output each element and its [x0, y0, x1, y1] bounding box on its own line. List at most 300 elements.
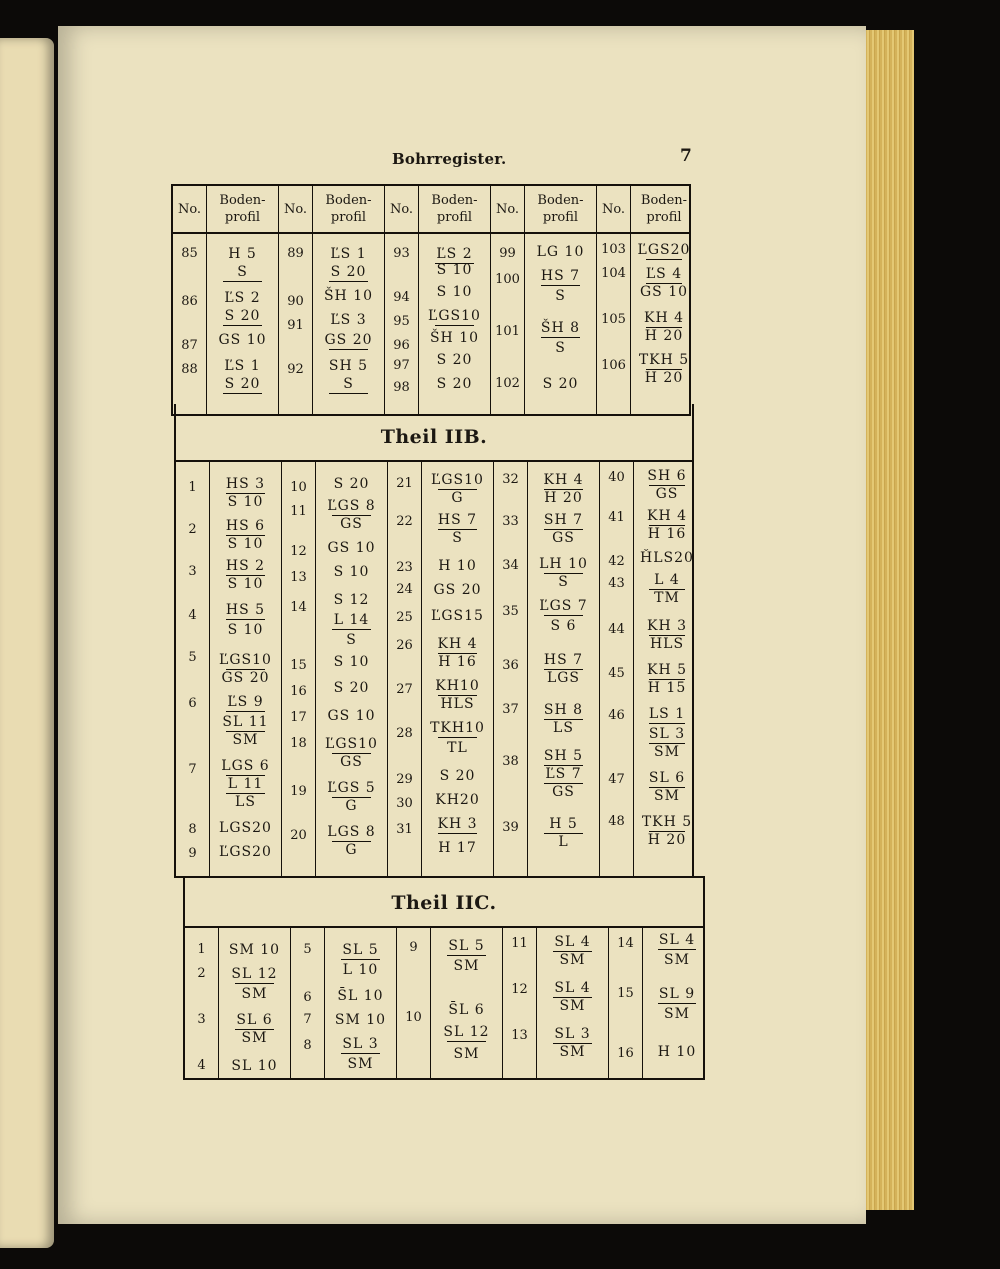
column-profil	[316, 462, 388, 876]
soil-profile-entry: KH 4	[437, 636, 478, 652]
boring-number: 14	[617, 936, 634, 951]
layer-divider	[649, 723, 686, 724]
soil-profile-entry: S 10	[333, 654, 370, 670]
boring-number: 2	[188, 522, 197, 537]
layer-divider	[541, 285, 581, 286]
header-profil: Boden- profil	[640, 193, 688, 225]
soil-profile-entry: SL 9	[658, 986, 696, 1002]
column-profil	[219, 928, 291, 1078]
boring-number: 12	[290, 544, 307, 559]
soil-profile-entry: SM 10	[228, 942, 281, 958]
table-header-row	[173, 186, 689, 234]
register-table-part-a	[171, 184, 691, 416]
soil-profile-entry: SM	[654, 788, 680, 804]
boring-number: 12	[511, 982, 528, 997]
column-profil	[325, 928, 397, 1078]
boring-number: 100	[495, 272, 520, 287]
boring-number: 27	[396, 682, 413, 697]
soil-profile-entry: TKH 5	[641, 814, 693, 830]
soil-profile-entry: KH20	[435, 792, 480, 808]
soil-profile-entry: HLS	[440, 696, 475, 712]
soil-profile-entry: GS 20	[221, 670, 270, 686]
soil-profile-entry: TM	[654, 590, 680, 606]
layer-divider	[329, 393, 369, 394]
soil-profile-entry: SH 7	[543, 512, 584, 528]
soil-profile-entry: S 10	[227, 622, 264, 638]
boring-number: 33	[502, 514, 519, 529]
soil-profile-entry: S	[237, 264, 248, 280]
boring-number: 3	[188, 564, 197, 579]
layer-divider	[223, 281, 263, 282]
layer-divider	[438, 833, 478, 834]
soil-profile-entry: S 10	[227, 536, 264, 552]
soil-profile-entry: SH 5	[328, 358, 369, 374]
soil-profile-entry: ĽGS20	[219, 844, 272, 860]
soil-profile-entry: ĽGS 8	[327, 498, 376, 514]
soil-profile-entry: L 14	[333, 612, 370, 628]
boring-number: 16	[617, 1046, 634, 1061]
boring-number: 20	[290, 828, 307, 843]
column-no	[291, 928, 325, 1078]
soil-profile-entry: HS 2	[225, 558, 266, 574]
layer-divider	[658, 1003, 696, 1004]
boring-number: 37	[502, 702, 519, 717]
soil-profile-entry: SM	[664, 952, 690, 968]
soil-profile-entry: SM	[559, 952, 586, 968]
boring-number: 9	[409, 940, 418, 955]
soil-profile-entry: S 20	[436, 376, 473, 392]
section-title-iib: Theil IIB.	[380, 426, 488, 448]
soil-profile-entry: TKH10	[430, 720, 485, 736]
soil-profile-entry: S̄L 6	[448, 1002, 485, 1018]
column-profil	[643, 928, 711, 1078]
soil-profile-entry: H 10	[657, 1044, 697, 1060]
soil-profile-entry: ĽGS15	[431, 608, 484, 624]
soil-profile-entry: L 10	[342, 962, 379, 978]
boring-number: 7	[188, 762, 197, 777]
soil-profile-entry: L 11	[227, 776, 264, 792]
soil-profile-entry: LGS	[546, 670, 581, 686]
boring-number: 31	[396, 822, 413, 837]
boring-number: 21	[396, 476, 413, 491]
soil-profile-entry: ĽGS 7	[539, 598, 588, 614]
boring-number: 99	[499, 246, 516, 261]
layer-divider	[226, 619, 266, 620]
boring-number: 29	[396, 772, 413, 787]
soil-profile-entry: LGS20	[219, 820, 272, 836]
boring-number: 5	[303, 942, 312, 957]
column-no	[397, 928, 431, 1078]
soil-profile-entry: LH 10	[539, 556, 588, 572]
soil-profile-entry: ĽS 9	[227, 694, 264, 710]
soil-profile-entry: GS 10	[639, 284, 689, 300]
boring-number: 88	[181, 362, 198, 377]
boring-number: 104	[601, 266, 626, 281]
register-table-part-c	[183, 876, 705, 1080]
soil-profile-entry: GS	[655, 486, 679, 502]
soil-profile-entry: ĽS 4	[645, 266, 683, 282]
table-body	[176, 462, 692, 876]
soil-profile-entry: S̄L 10	[337, 988, 384, 1004]
boring-number: 19	[290, 784, 307, 799]
book-page-edges	[858, 30, 914, 1210]
soil-profile-entry: S 10	[436, 284, 473, 300]
left-page-edge	[0, 38, 54, 1248]
header-no: No.	[279, 186, 313, 232]
boring-number: 105	[601, 312, 626, 327]
boring-number: 36	[502, 658, 519, 673]
boring-number: 7	[303, 1012, 312, 1027]
boring-number: 46	[608, 708, 625, 723]
boring-number: 2	[197, 966, 206, 981]
soil-profile-entry: ŠH 8	[540, 320, 581, 336]
boring-number: 34	[502, 558, 519, 573]
soil-profile-entry: ĽS 7	[545, 766, 582, 782]
boring-number: 23	[396, 560, 413, 575]
boring-number: 90	[287, 294, 304, 309]
register-table-part-b	[174, 404, 694, 878]
layer-divider	[341, 1053, 381, 1054]
soil-profile-entry: ȞLS20	[640, 550, 694, 566]
layer-divider	[226, 711, 266, 712]
soil-profile-entry: LGS 8	[327, 824, 376, 840]
soil-profile-entry: GS	[552, 530, 575, 546]
layer-divider	[447, 955, 487, 956]
boring-number: 1	[188, 480, 197, 495]
soil-profile-entry: S	[346, 632, 357, 648]
soil-profile-entry: HS 3	[225, 476, 266, 492]
soil-profile-entry: H 16	[438, 654, 477, 670]
soil-profile-entry: S 10	[227, 576, 264, 592]
boring-number: 43	[608, 576, 625, 591]
boring-number: 39	[502, 820, 519, 835]
soil-profile-entry: SL 12	[231, 966, 278, 982]
soil-profile-entry: SM	[559, 1044, 586, 1060]
soil-profile-entry: TL	[447, 740, 468, 756]
column-no	[176, 462, 210, 876]
column-profil	[525, 234, 597, 414]
column-no	[494, 462, 528, 876]
soil-profile-entry: S 10	[227, 494, 264, 510]
column-profil	[419, 234, 491, 414]
soil-profile-entry: H 10	[438, 558, 477, 574]
soil-profile-entry: SL 3	[648, 726, 686, 742]
soil-profile-entry: H 5	[228, 246, 257, 262]
boring-number: 13	[511, 1028, 528, 1043]
soil-profile-entry: H 5	[549, 816, 578, 832]
boring-number: 8	[303, 1038, 312, 1053]
boring-number: 13	[290, 570, 307, 585]
soil-profile-entry: S	[343, 376, 354, 392]
soil-profile-entry: SM	[654, 744, 680, 760]
column-profil	[537, 928, 609, 1078]
boring-number: 17	[290, 710, 307, 725]
column-no	[282, 462, 316, 876]
soil-profile-entry: ĽS 1	[224, 358, 261, 374]
soil-profile-entry: GS 20	[433, 582, 482, 598]
soil-profile-entry: HS 7	[437, 512, 478, 528]
soil-profile-entry: LG 10	[536, 244, 585, 260]
soil-profile-entry: G	[451, 490, 464, 506]
header-no: No.	[173, 186, 207, 232]
column-no	[503, 928, 537, 1078]
layer-divider	[658, 949, 696, 950]
soil-profile-entry: ĽGS10	[325, 736, 378, 752]
boring-number: 85	[181, 246, 198, 261]
soil-profile-entry: LGS 6	[221, 758, 270, 774]
soil-profile-entry: ĽGS10	[428, 308, 481, 324]
soil-profile-entry: LS 1	[648, 706, 686, 722]
soil-profile-entry: ŠH 10	[323, 288, 374, 304]
soil-profile-entry: SL 4	[658, 932, 696, 948]
boring-number: 94	[393, 290, 410, 305]
boring-number: 16	[290, 684, 307, 699]
soil-profile-entry: HS 6	[225, 518, 266, 534]
soil-profile-entry: KH 3	[437, 816, 478, 832]
column-profil	[631, 234, 697, 414]
boring-number: 1	[197, 942, 206, 957]
boring-number: 106	[601, 358, 626, 373]
soil-profile-entry: SL 6	[648, 770, 686, 786]
soil-profile-entry: ĽGS10	[219, 652, 272, 668]
boring-number: 41	[608, 510, 625, 525]
boring-number: 32	[502, 472, 519, 487]
soil-profile-entry: H 20	[644, 370, 684, 386]
soil-profile-entry: GS	[340, 754, 363, 770]
soil-profile-entry: SM	[664, 1006, 690, 1022]
table-body	[173, 234, 689, 414]
section-title-iic: Theil IIC.	[391, 892, 497, 914]
boring-number: 14	[290, 600, 307, 615]
soil-profile-entry: ŠH 10	[429, 330, 480, 346]
column-no	[185, 928, 219, 1078]
boring-number: 98	[393, 380, 410, 395]
boring-number: 24	[396, 582, 413, 597]
soil-profile-entry: SH 5	[543, 748, 584, 764]
soil-profile-entry: GS 20	[324, 332, 373, 348]
soil-profile-entry: SL 3	[554, 1026, 591, 1042]
layer-divider	[435, 325, 475, 326]
soil-profile-entry: SL 3	[342, 1036, 379, 1052]
boring-number: 6	[303, 990, 312, 1005]
soil-profile-entry: SL 10	[231, 1058, 278, 1074]
soil-profile-entry: ĽGS20	[637, 242, 691, 258]
column-no	[388, 462, 422, 876]
soil-profile-entry: GS	[552, 784, 575, 800]
boring-number: 30	[396, 796, 413, 811]
column-no	[597, 234, 631, 414]
boring-number: 28	[396, 726, 413, 741]
boring-number: 45	[608, 666, 625, 681]
boring-number: 87	[181, 338, 198, 353]
soil-profile-entry: GS 10	[218, 332, 267, 348]
boring-number: 10	[405, 1010, 422, 1025]
layer-divider	[646, 259, 683, 260]
column-no	[173, 234, 207, 414]
soil-profile-entry: ĽGS 5	[327, 780, 376, 796]
soil-profile-entry: H 20	[647, 832, 687, 848]
soil-profile-entry: HLS	[649, 636, 685, 652]
soil-profile-entry: SH 6	[647, 468, 687, 484]
soil-profile-entry: LS	[553, 720, 574, 736]
soil-profile-entry: H 20	[544, 490, 583, 506]
header-profil: Boden- profil	[207, 186, 279, 232]
soil-profile-entry: ĽS 1	[330, 246, 367, 262]
boring-number: 103	[601, 242, 626, 257]
boring-number: 97	[393, 358, 410, 373]
column-no	[279, 234, 313, 414]
soil-profile-entry: SL 6	[236, 1012, 273, 1028]
boring-number: 3	[197, 1012, 206, 1027]
page-number: 7	[680, 146, 692, 166]
soil-profile-entry: SM	[232, 732, 259, 748]
boring-number: 10	[290, 480, 307, 495]
header-no: No.	[597, 186, 631, 232]
boring-number: 40	[608, 470, 625, 485]
soil-profile-entry: SL 5	[342, 942, 379, 958]
soil-profile-entry: S 12	[333, 592, 370, 608]
boring-number: 8	[188, 822, 197, 837]
soil-profile-entry: SL 11	[222, 714, 269, 730]
soil-profile-entry: KH 4	[543, 472, 584, 488]
boring-number: 89	[287, 246, 304, 261]
layer-divider	[332, 629, 372, 630]
boring-number: 47	[608, 772, 625, 787]
soil-profile-entry: HS 7	[543, 652, 584, 668]
soil-profile-entry: SM	[453, 1046, 480, 1062]
soil-profile-entry: S 20	[436, 352, 473, 368]
layer-divider	[329, 349, 369, 350]
soil-profile-entry: GS 10	[327, 708, 376, 724]
soil-profile-entry: S	[555, 288, 566, 304]
soil-profile-entry: KH 4	[643, 310, 685, 326]
layer-divider	[544, 615, 584, 616]
column-profil	[422, 462, 494, 876]
soil-profile-entry: SM	[453, 958, 480, 974]
column-profil	[634, 462, 700, 876]
header-no: No.	[385, 186, 419, 232]
soil-profile-entry: ĽS 2	[224, 290, 261, 306]
soil-profile-entry: H 16	[647, 526, 687, 542]
boring-number: 26	[396, 638, 413, 653]
soil-profile-entry: G	[345, 842, 358, 858]
header-profil: Boden- profil	[525, 186, 597, 232]
column-no	[609, 928, 643, 1078]
boring-number: 18	[290, 736, 307, 751]
boring-number: 9	[188, 846, 197, 861]
layer-divider	[541, 337, 581, 338]
boring-number: 93	[393, 246, 410, 261]
column-profil	[528, 462, 600, 876]
soil-profile-entry: ĽS 2	[436, 246, 473, 262]
soil-profile-entry: H 20	[644, 328, 684, 344]
soil-profile-entry: SM	[559, 998, 586, 1014]
header-profil: Boden- profil	[419, 186, 491, 232]
header-no: No.	[491, 186, 525, 232]
boring-number: 38	[502, 754, 519, 769]
soil-profile-entry: G	[345, 798, 358, 814]
soil-profile-entry: SH 8	[543, 702, 584, 718]
soil-profile-entry: SL 4	[554, 934, 591, 950]
soil-profile-entry: SL 5	[448, 938, 485, 954]
soil-profile-entry: LS	[235, 794, 256, 810]
layer-divider	[235, 983, 275, 984]
boring-number: 22	[396, 514, 413, 529]
boring-number: 4	[188, 608, 197, 623]
boring-number: 92	[287, 362, 304, 377]
soil-profile-entry: S	[555, 340, 566, 356]
soil-profile-entry: S 20	[224, 376, 261, 392]
soil-profile-entry: S 20	[333, 476, 370, 492]
soil-profile-entry: H 15	[647, 680, 687, 696]
boring-number: 42	[608, 554, 625, 569]
soil-profile-entry: S	[558, 574, 569, 590]
boring-number: 5	[188, 650, 197, 665]
soil-profile-entry: HS 5	[225, 602, 266, 618]
soil-profile-entry: S 10	[333, 564, 370, 580]
boring-number: 101	[495, 324, 520, 339]
boring-number: 15	[617, 986, 634, 1001]
soil-profile-entry: SM	[241, 1030, 268, 1046]
boring-number: 91	[287, 318, 304, 333]
soil-profile-entry: GS 10	[327, 540, 376, 556]
soil-profile-entry: S 6	[550, 618, 577, 634]
boring-number: 25	[396, 610, 413, 625]
boring-number: 95	[393, 314, 410, 329]
soil-profile-entry: S 20	[333, 680, 370, 696]
soil-profile-entry: L	[558, 834, 569, 850]
soil-profile-entry: SM	[347, 1056, 374, 1072]
soil-profile-entry: KH 4	[646, 508, 688, 524]
column-profil	[313, 234, 385, 414]
column-profil	[210, 462, 282, 876]
header-profil: Boden- profil	[313, 186, 385, 232]
soil-profile-entry: KH10	[435, 678, 480, 694]
table-body	[185, 928, 703, 1078]
boring-number: 11	[511, 936, 528, 951]
soil-profile-entry: L 4	[654, 572, 680, 588]
soil-profile-entry: ĽS 3	[330, 312, 367, 328]
soil-profile-entry: KH 3	[646, 618, 688, 634]
soil-profile-entry: HS 7	[540, 268, 581, 284]
boring-number: 48	[608, 814, 625, 829]
boring-number: 11	[290, 504, 307, 519]
boring-number: 86	[181, 294, 198, 309]
boring-number: 35	[502, 604, 519, 619]
soil-profile-entry: SM	[241, 986, 268, 1002]
soil-profile-entry: S 20	[224, 308, 261, 324]
layer-divider	[341, 959, 381, 960]
layer-divider	[223, 393, 263, 394]
column-no	[600, 462, 634, 876]
soil-profile-entry: TKH 5	[638, 352, 690, 368]
boring-number: 15	[290, 658, 307, 673]
running-title: Bohrregister.	[392, 150, 507, 168]
boring-number: 102	[495, 376, 520, 391]
layer-divider	[438, 737, 478, 738]
soil-profile-entry: SL 12	[443, 1024, 490, 1040]
soil-profile-entry: S 20	[439, 768, 476, 784]
soil-profile-entry: H 17	[438, 840, 477, 856]
column-profil	[207, 234, 279, 414]
layer-divider	[447, 1041, 487, 1042]
column-profil	[431, 928, 503, 1078]
soil-profile-entry: SM 10	[334, 1012, 387, 1028]
boring-number: 96	[393, 338, 410, 353]
soil-profile-entry: ĽGS10	[431, 472, 484, 488]
soil-profile-entry: S 10	[436, 262, 473, 278]
soil-profile-entry: KH 5	[646, 662, 688, 678]
